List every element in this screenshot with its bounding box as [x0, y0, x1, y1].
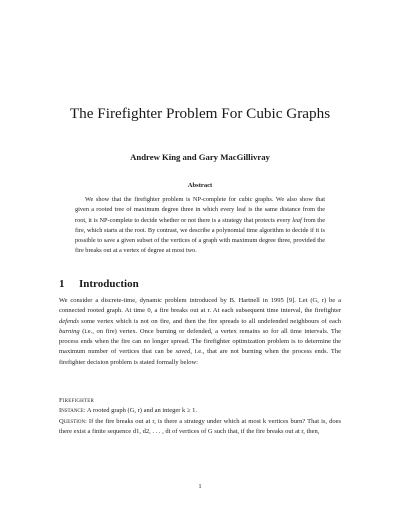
- intro-text-3: (i.e., on fire) vertex. Once burning or defended, a vertex remains so for all time intervals. The process ends when the fire can no longer spread. The firefighter optimization problem is to determine the maximum number of vertices that can be: [59, 327, 341, 356]
- problem-question: [59, 417, 341, 438]
- section-heading: [59, 278, 139, 290]
- question-text: If the fire breaks out at r, is there a strategy under which at most k vertices burn? That is, does there exist a finite sequence d1, d2, . . . , dt of vertices of G such that, if the fire breaks out at r, then,: [59, 417, 342, 435]
- intro-text: [59, 296, 341, 368]
- abstract-heading: Abstract: [187, 182, 213, 189]
- problem-name: Firefighter: [59, 397, 94, 404]
- section-title: Introduction: [79, 278, 139, 290]
- question-label: Question:: [59, 417, 87, 425]
- instance-text: A rooted graph (G, r) and an integer k ≥ 1.: [86, 407, 197, 415]
- page-number: 1: [198, 483, 202, 490]
- abstract-text-2: from the fire, which starts at the root. By contrast, we describe a polynomial time algorithm to decide if it is possible to save a given subset of the vertices of a graph with maximum degree three, provided the fire breaks out at a vertex of degree at most two.: [75, 216, 325, 255]
- abstract-text-1: We show that the firefighter problem is NP-complete for cubic graphs. We also show that given a rooted tree of maximum degree three in which every leaf is the same distance from the root, it is NP-complete to decide whether or not there is a strategy that protects every: [75, 196, 325, 224]
- problem-statement: [59, 396, 341, 437]
- intro-emphasis-burning: burning: [59, 327, 80, 335]
- intro-text-1: We consider a discrete-time, dynamic problem introduced by B. Hartnell in 1995 [9]. Let (G, r) be a connected rooted graph. At time 0, a fire breaks out at r. At each subsequent time interval, the firefighter: [59, 297, 341, 315]
- paper-authors: Andrew King and Gary MacGillivray: [130, 152, 270, 162]
- intro-text-2: some vertex which is not on fire, and then the fire spreads to all undefended neighbours of each: [78, 317, 341, 325]
- intro-text-4: , i.e., that are not burning when the process ends. The firefighter decision problem is stated formally below:: [59, 348, 341, 366]
- introduction-paragraph: [59, 296, 341, 368]
- abstract-emphasis-leaf: leaf: [292, 216, 302, 224]
- intro-emphasis-defends: defends: [59, 317, 79, 325]
- paper-title: The Firefighter Problem For Cubic Graphs: [69, 105, 331, 122]
- problem-instance: [59, 406, 341, 416]
- abstract-body: [75, 195, 325, 257]
- section-number: 1: [59, 278, 65, 290]
- abstract-paragraph: [75, 195, 325, 257]
- instance-label: Instance:: [59, 407, 86, 415]
- intro-emphasis-saved: saved: [175, 348, 191, 356]
